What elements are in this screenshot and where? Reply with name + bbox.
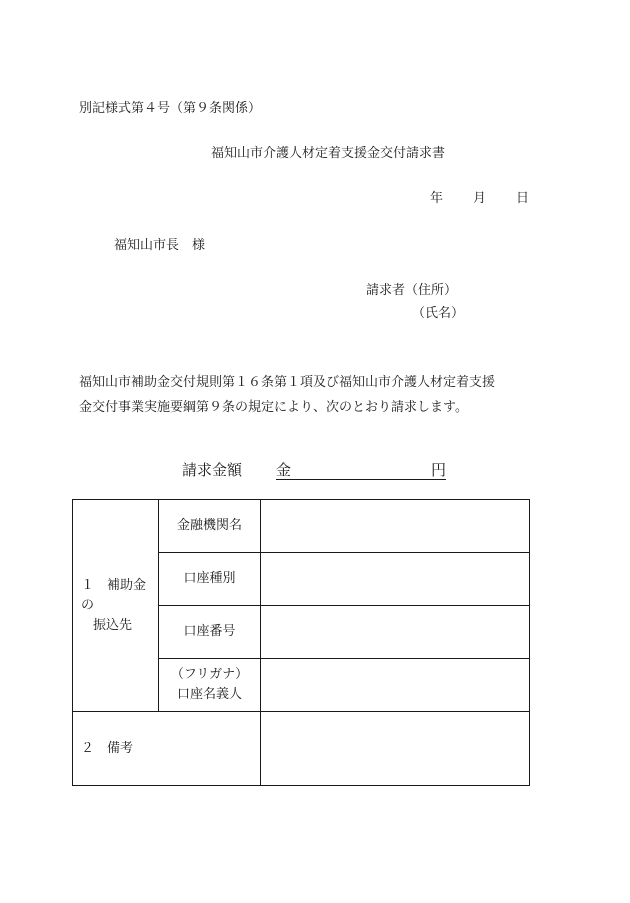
section-transfer-line-2: 振込先 [93,617,133,633]
amount-label: 請求金額 [182,461,243,479]
bank-transfer-table [72,499,530,786]
amount-field[interactable] [276,459,446,480]
account-number-label: 口座番号 [159,606,261,659]
account-holder-field[interactable] [261,659,530,712]
furigana-label: （フリガナ） [170,667,249,682]
body-line-1: 福知山市補助金交付規則第１６条第１項及び福知山市介護人材定着支援 [79,375,496,390]
account-number-field[interactable] [261,606,530,659]
bank-name-label: 金融機関名 [159,500,261,553]
account-type-field[interactable] [261,553,530,606]
date-line [430,187,529,206]
section-transfer-label [73,500,159,712]
account-holder-name-label: 口座名義人 [176,687,242,702]
amount-prefix: 金 [276,461,292,479]
account-holder-label [159,659,261,712]
date-month: 月 [473,191,487,206]
addressee: 福知山市長 様 [114,238,206,253]
form-number: 別記様式第４号（第９条関係） [79,101,262,116]
remarks-field[interactable] [261,712,530,786]
date-day: 日 [516,191,530,206]
body-line-2: 金交付事業実施要綱第９条の規定により、次のとおり請求します。 [79,400,468,415]
section-transfer-line-1: １ 補助金の [81,577,147,613]
bank-name-field[interactable] [261,500,530,553]
document-title: 福知山市介護人材定着支援金交付請求書 [210,146,445,161]
amount-suffix: 円 [430,461,446,479]
requester-address-label: 請求者（住所） [366,283,458,298]
requester-name-label: （氏名） [412,306,465,321]
body-text [79,370,495,420]
date-year: 年 [430,191,444,206]
remarks-label: ２ 備考 [73,712,261,786]
account-type-label: 口座種別 [159,553,261,606]
